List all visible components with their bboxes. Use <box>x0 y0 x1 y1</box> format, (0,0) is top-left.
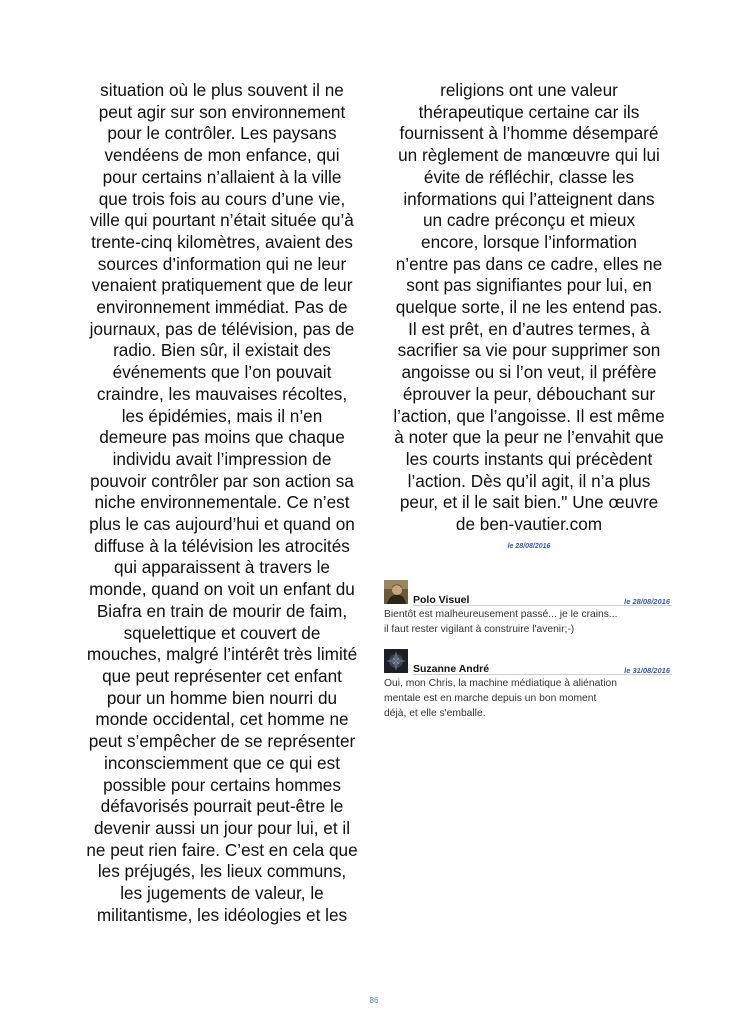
article-line: squelettique et couvert de <box>123 622 321 643</box>
article-line: demeure pas moins que chaque <box>99 427 345 448</box>
article-line: possible pour certains hommes <box>103 774 341 795</box>
article-line: niche environnementale. Ce n’est <box>94 492 350 513</box>
article-line: Biafra en train de mourir de faim, <box>96 600 348 621</box>
article-line: quelque sorte, il ne les entend pas. <box>395 297 663 318</box>
article-line: événements que l’on pouvait <box>112 362 332 383</box>
article-line: évite de réfléchir, classe les <box>423 166 635 187</box>
article-line: plus le cas aujourd’hui et quand on <box>89 514 355 535</box>
article-line: radio. Bien sûr, il existait des <box>113 340 331 361</box>
article-line: que trois fois au cours d’une vie, <box>98 188 346 209</box>
article-line: situation où le plus souvent il ne <box>100 80 344 100</box>
article-line: ville qui pourtant n’était située qu’à <box>90 210 354 231</box>
comment <box>384 649 672 721</box>
article-line: inconsciemment que ce qui est <box>104 752 340 773</box>
article-line: éprouver la peur, débouchant sur <box>402 383 656 404</box>
comment <box>384 580 672 638</box>
article-line: religions ont une valeur <box>440 80 618 100</box>
article-line: les jugements de valeur, le <box>120 883 324 904</box>
article-line: ne peut rien faire. C’est en cela que <box>86 839 358 860</box>
article-line: journaux, pas de télévision, pas de <box>89 318 355 339</box>
comment-text <box>384 608 672 638</box>
comment-date: le 31/08/2016 <box>624 666 670 675</box>
comment-author[interactable]: Suzanne André <box>413 663 490 675</box>
article-line: informations qui l’atteignent dans <box>403 188 655 209</box>
article-line: les préjugés, les lieux communs, <box>97 861 347 882</box>
article-line: trente-cinq kilomètres, avaient des <box>91 231 353 252</box>
article-line: peut agir sur son environnement <box>98 101 346 122</box>
article-line: peur, et il le sait bien." Une œuvre <box>399 492 659 513</box>
comment-line: déjà, et elle s'emballe. <box>384 707 486 719</box>
article-right-column <box>378 80 680 536</box>
comment-text <box>384 677 672 721</box>
article-line: défavorisés pourrait peut-être le <box>100 796 344 817</box>
comment-date: le 28/08/2016 <box>624 597 670 606</box>
article-line: encore, lorsque l’information <box>421 231 637 252</box>
article-line: n’entre pas dans ce cadre, elles ne <box>395 253 663 274</box>
article-line: que peut représenter cet enfant <box>102 665 342 686</box>
article-line: diffuse à la télévision les atrocités <box>94 535 350 556</box>
article-line: l’action. Dès qu’il agit, il n’a plus <box>407 470 651 491</box>
comment-header <box>384 649 672 673</box>
comment-header <box>384 580 672 604</box>
post-date: le 28/08/2016 <box>507 543 551 550</box>
article-line: fournissent à l’homme désemparé <box>399 123 659 144</box>
article-line: sources d’information qui ne leur <box>97 253 347 274</box>
article-line: monde occidental, cet homme ne <box>95 709 349 730</box>
comment-line: Oui, mon Chris, la machine médiatique à aliénation <box>384 678 617 689</box>
comment-line: mentale est en marche depuis un bon moment <box>384 692 597 704</box>
article-line: venaient pratiquement que de leur <box>91 275 353 296</box>
article-left-column <box>74 80 370 926</box>
article-line: vendéens de mon enfance, qui <box>104 145 340 166</box>
article-line: angoisse ou si l’on veut, il préfère <box>401 362 657 383</box>
article-line: sacrifier sa vie pour supprimer son <box>397 340 661 361</box>
article-line: un règlement de manœuvre qui lui <box>398 145 660 166</box>
article-line: les épidémies, mais il n’en <box>121 405 323 426</box>
article-line: de ben-vautier.com <box>455 514 603 535</box>
comment-author[interactable]: Polo Visuel <box>413 594 470 606</box>
article-line: individu avait l’impression de <box>112 448 332 469</box>
article-line: monde, quand on voit un enfant du <box>89 579 355 600</box>
article-line: les courts instants qui précèdent <box>405 448 653 469</box>
article-line: militantisme, les idéologies et les <box>96 904 348 925</box>
article-line: thérapeutique certaine car ils <box>418 101 640 122</box>
dark-flower-avatar-icon[interactable] <box>384 649 408 673</box>
article-line: Il est prêt, en d’autres termes, à <box>408 318 650 339</box>
article-line: pouvoir contrôler par son action sa <box>90 470 354 491</box>
article-line: l’action, que l’angoisse. Il est même <box>393 405 665 426</box>
comment-line: il faut rester vigilant à construire l'avenir;-) <box>384 623 575 635</box>
article-line: pour un homme bien nourri du <box>106 687 338 708</box>
article-line: craindre, les mauvaises récoltes, <box>96 383 348 404</box>
article-line: pour certains n’allaient à la ville <box>102 166 342 187</box>
article-line: mouches, malgré l’intérêt très limité <box>86 644 358 665</box>
page-number: 86 <box>369 996 379 1005</box>
article-line: qui apparaissent à travers le <box>114 557 330 578</box>
comment-line: Bientôt est malheureusement passé... je le crains... <box>384 609 618 620</box>
article-line: un cadre préconçu et mieux <box>422 210 636 231</box>
portrait-avatar-icon[interactable] <box>384 580 408 604</box>
article-line: pour le contrôler. Les paysans <box>107 123 337 144</box>
article-line: devenir aussi un jour pour lui, et il <box>93 817 351 838</box>
article-line: peut s’empêcher de se représenter <box>88 731 356 752</box>
article-line: sont pas signifiantes pour lui, en <box>406 275 652 296</box>
article-line: environnement immédiat. Pas de <box>96 297 348 318</box>
article-line: à noter que la peur ne l’envahit que <box>394 427 664 448</box>
